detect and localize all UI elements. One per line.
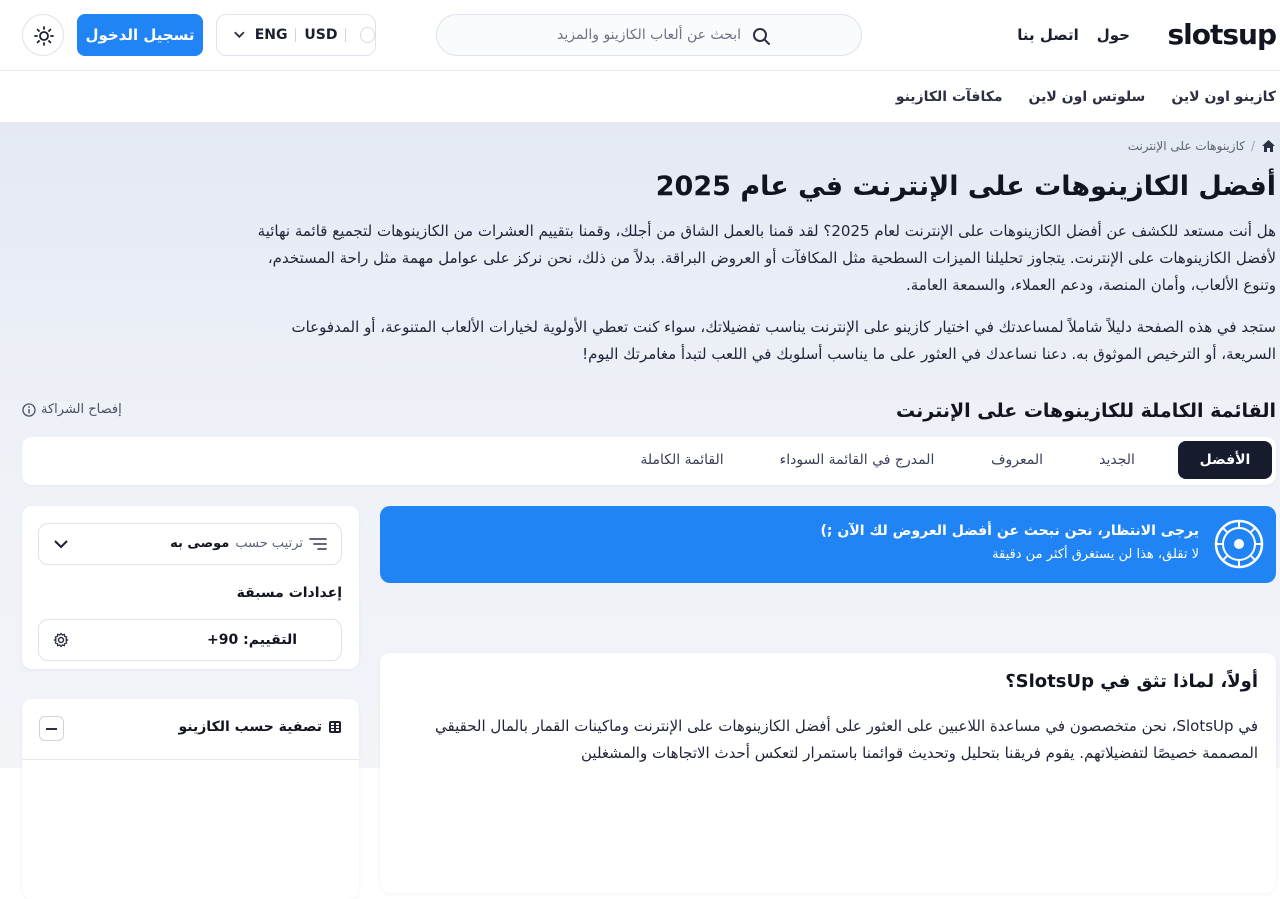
preset-rating[interactable]: [38, 619, 342, 661]
tab-new[interactable]: الجديد: [1099, 452, 1135, 468]
sun-icon: [34, 26, 54, 46]
disclosure-label: إفصاح الشراكة: [41, 402, 122, 417]
breadcrumb: [1128, 139, 1276, 153]
preset-rating-label: التقييم: 90+: [207, 632, 297, 648]
tab-blacklisted[interactable]: المدرج في القائمة السوداء: [779, 452, 935, 468]
casino-filter-panel: [22, 699, 359, 899]
gear-icon[interactable]: [53, 632, 69, 648]
logo[interactable]: slotsup: [1167, 18, 1276, 51]
nav-online-casino[interactable]: كازينو اون لاين: [1171, 88, 1276, 105]
divider: [345, 28, 346, 42]
currency-value: USD: [304, 27, 338, 43]
why-trust-title: أولاً، لماذا تثق في SlotsUp؟: [1005, 671, 1258, 692]
filter-title-text: تصفية حسب الكازينو: [178, 719, 322, 735]
page-title: أفضل الكازينوهات على الإنترنت في عام 2025: [655, 171, 1276, 202]
search-icon: [751, 26, 771, 46]
search-placeholder: ابحث عن ألعاب الكازينو والمزيد: [557, 27, 741, 43]
why-trust-text: في SlotsUp، نحن متخصصون في مساعدة اللاعبين على العثور على أفضل الكازينوهات على الإنترنت وماكينات القمار بالمال الحقيقي المصممة خصيصًا لتفضيلاتهم. يقوم فريقنا بتحليل وتحديث قوائمنا باستمرار لتعكس أحدث الاتجاهات والمشغلين: [435, 717, 1258, 762]
chevron-down-icon: [233, 30, 246, 40]
theme-toggle[interactable]: [22, 14, 64, 56]
top-nav: [1017, 26, 1130, 44]
search-input[interactable]: [436, 14, 862, 56]
grid-icon: [328, 720, 342, 734]
nav-about[interactable]: حول: [1096, 26, 1130, 44]
breadcrumb-separator: /: [1250, 139, 1255, 153]
sort-panel: [22, 506, 359, 669]
info-icon: [22, 403, 36, 417]
main-content: [0, 123, 1280, 768]
login-button[interactable]: تسجيل الدخول: [77, 14, 203, 56]
intro-paragraph: ستجد في هذه الصفحة دليلاً شاملاً لمساعدتك في اختيار كازينو على الإنترنت يناسب تفضيلاتك، سواء كنت تعطي الأولوية لخيارات الألعاب المتنوعة، أو المدفوعات السريعة، أو الترخيص الموثوق به. دعنا نساعدك في العثور على ما يناسب أسلوبك في اللعب لتبدأ مغامرتك اليوم!: [291, 318, 1276, 363]
presets-title: إعدادات مسبقة: [236, 585, 342, 601]
nav-online-slots[interactable]: سلوتس اون لاين: [1028, 88, 1146, 105]
loading-title: يرجى الانتظار، نحن نبحث عن أفضل العروض لك الآن ;): [820, 523, 1199, 539]
partnership-disclosure[interactable]: [22, 402, 122, 417]
site-header: [0, 0, 1280, 71]
tab-known[interactable]: المعروف: [990, 452, 1043, 468]
sort-label-text: ترتيب حسب: [235, 536, 303, 551]
divider: [22, 759, 359, 760]
language-value: ENG: [254, 27, 288, 43]
sort-dropdown[interactable]: [38, 523, 342, 565]
loading-banner: [380, 506, 1276, 583]
chevron-down-icon: [53, 537, 69, 551]
locale-selector[interactable]: [216, 14, 376, 56]
sort-value: موصى به: [170, 536, 230, 551]
loading-subtitle: لا تقلق، هذا لن يستغرق أكثر من دقيقة: [992, 547, 1199, 562]
flag-icon: [360, 27, 375, 43]
nav-contact[interactable]: اتصل بنا: [1017, 26, 1079, 44]
sort-icon: [309, 537, 327, 551]
tab-full-list[interactable]: القائمة الكاملة: [640, 452, 724, 468]
category-nav: [0, 71, 1280, 123]
filter-title[interactable]: [179, 719, 343, 735]
nav-casino-bonuses[interactable]: مكافآت الكازينو: [895, 88, 1003, 105]
breadcrumb-current[interactable]: كازينوهات على الإنترنت: [1127, 139, 1245, 153]
intro-paragraph: هل أنت مستعد للكشف عن أفضل الكازينوهات على الإنترنت لعام 2025؟ لقد قمنا بالعمل الشاق من أجلك، وقمنا بتقييم العشرات من الكازينوهات لتجميع قائمة نهائية لأفضل الكازينوهات على الإنترنت. يتجاوز تحليلنا الميزات السطحية مثل المكافآت أو العروض البراقة. بدلاً من ذلك، نحن نركز على عوامل مهمة مثل راحة المستخدم، وتنوع الألعاب، وأمان المنصة، ودعم العملاء، والسمعة العامة.: [257, 222, 1276, 294]
divider: [295, 28, 296, 42]
collapse-button[interactable]: [39, 716, 64, 741]
why-trust-card: [380, 653, 1276, 893]
tab-best[interactable]: الأفضل: [1178, 441, 1272, 479]
sort-label: [170, 536, 327, 551]
list-title: القائمة الكاملة للكازينوهات على الإنترنت: [896, 400, 1276, 422]
roulette-icon: [1214, 519, 1264, 569]
intro-text: [252, 218, 1276, 368]
list-tabs: [22, 437, 1276, 485]
home-icon[interactable]: [1261, 139, 1276, 153]
